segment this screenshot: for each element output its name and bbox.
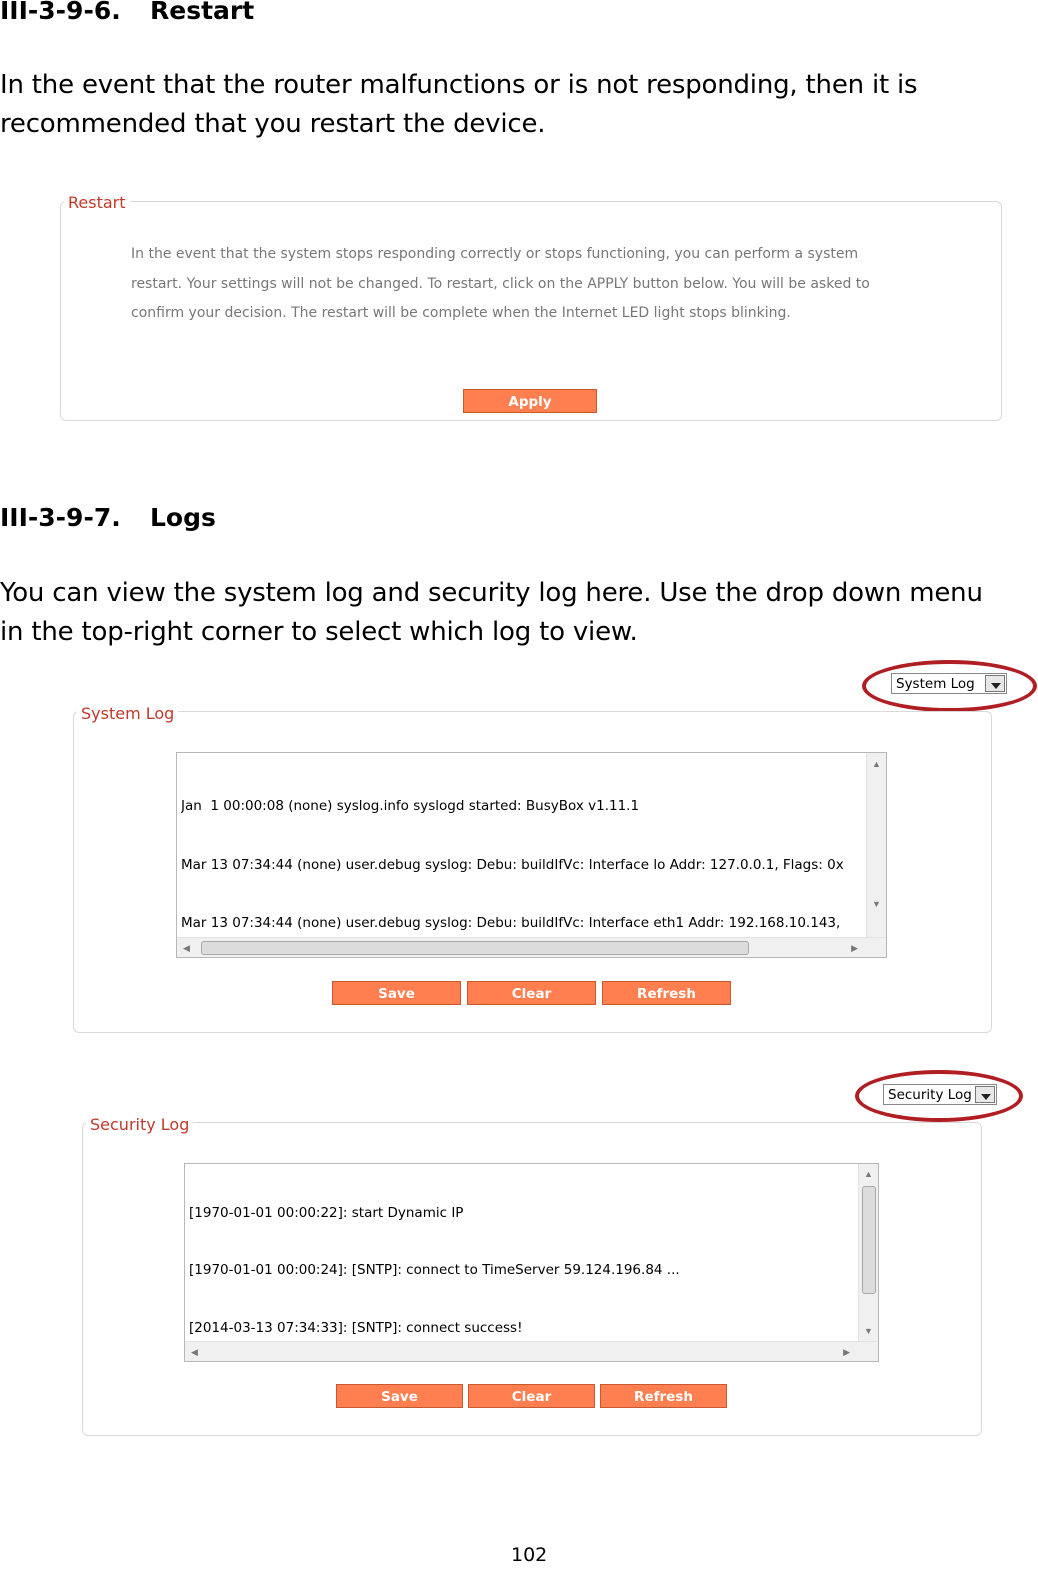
- scroll-up-icon[interactable]: ▲: [872, 759, 881, 769]
- logs-heading-title: Logs: [150, 503, 216, 532]
- security-log-selector-highlight: [855, 1070, 1023, 1122]
- log-line: [1970-01-01 00:00:24]: [SNTP]: connect to TimeServer 59.124.196.84 ...: [189, 1262, 680, 1279]
- log-line: Jan 1 00:00:08 (none) syslog.info syslogd started: BusyBox v1.11.1: [181, 798, 640, 814]
- logs-heading-number: III-3-9-7.: [0, 503, 121, 532]
- restart-intro: [0, 66, 1030, 144]
- log-line: [1970-01-01 00:00:22]: start Dynamic IP: [189, 1205, 464, 1222]
- system-log-textarea[interactable]: [176, 752, 887, 958]
- scroll-up-icon[interactable]: ▲: [864, 1169, 873, 1179]
- scroll-right-icon[interactable]: ▶: [843, 1347, 850, 1357]
- security-log-legend: Security Log: [86, 1115, 193, 1134]
- restart-description-line: In the event that the system stops responding correctly or stops functioning, you can perform a system: [131, 246, 859, 262]
- security-log-hscrollbar[interactable]: [185, 1341, 878, 1361]
- logs-heading: [0, 503, 216, 533]
- scroll-down-icon[interactable]: ▼: [872, 899, 881, 909]
- scroll-down-icon[interactable]: ▼: [864, 1326, 873, 1336]
- security-log-vscroll-thumb[interactable]: [862, 1186, 876, 1294]
- page-number: 102: [511, 1544, 548, 1566]
- system-log-hscrollbar[interactable]: [177, 937, 886, 957]
- restart-heading: [0, 0, 254, 26]
- system-log-selector-value: System Log: [896, 676, 975, 692]
- log-line: Mar 13 07:34:44 (none) user.debug syslog: Debu: buildIfVc: Interface lo Addr: 127.0.0.1, Flags: 0x: [181, 856, 844, 873]
- log-line: [2014-03-13 07:34:33]: [SNTP]: connect success!: [189, 1319, 523, 1336]
- logs-intro-line: in the top-right corner to select which log to view.: [0, 617, 638, 647]
- security-log-textarea[interactable]: [184, 1163, 879, 1362]
- system-log-hscroll-thumb[interactable]: [201, 941, 749, 955]
- restart-heading-title: Restart: [150, 0, 255, 25]
- system-log-vscrollbar[interactable]: [866, 753, 886, 937]
- security-log-save-button[interactable]: Save: [336, 1384, 463, 1408]
- logs-intro: [0, 574, 1036, 652]
- system-log-clear-button[interactable]: Clear: [467, 981, 596, 1005]
- security-log-lines: [189, 1166, 859, 1342]
- system-log-legend: System Log: [77, 704, 178, 723]
- system-log-lines: [181, 758, 867, 938]
- logs-intro-line: You can view the system log and security log here. Use the drop down menu: [0, 578, 983, 608]
- restart-description: [131, 240, 991, 329]
- security-log-clear-button[interactable]: Clear: [468, 1384, 595, 1408]
- system-log-refresh-button[interactable]: Refresh: [602, 981, 731, 1005]
- security-log-selector-value: Security Log: [888, 1087, 972, 1103]
- restart-panel-legend: Restart: [64, 193, 130, 212]
- log-line: Mar 13 07:34:44 (none) user.debug syslog: Debu: buildIfVc: Interface eth1 Addr: 192.168.10.143,: [181, 915, 841, 931]
- scroll-left-icon[interactable]: ◀: [183, 943, 190, 953]
- apply-button[interactable]: Apply: [463, 389, 597, 413]
- restart-heading-number: III-3-9-6.: [0, 0, 121, 25]
- restart-description-line: restart. Your settings will not be changed. To restart, click on the APPLY button below. You will be asked to: [131, 275, 870, 292]
- system-log-selector-highlight: [862, 660, 1037, 712]
- scroll-left-icon[interactable]: ◀: [191, 1347, 198, 1357]
- security-log-vscrollbar[interactable]: [858, 1164, 878, 1341]
- scroll-right-icon[interactable]: ▶: [851, 943, 858, 953]
- system-log-save-button[interactable]: Save: [332, 981, 461, 1005]
- restart-description-line: confirm your decision. The restart will be complete when the Internet LED light stops blinking.: [131, 305, 791, 321]
- restart-intro-line: In the event that the router malfunctions or is not responding, then it is: [0, 70, 918, 100]
- security-log-refresh-button[interactable]: Refresh: [600, 1384, 727, 1408]
- restart-intro-line: recommended that you restart the device.: [0, 109, 546, 139]
